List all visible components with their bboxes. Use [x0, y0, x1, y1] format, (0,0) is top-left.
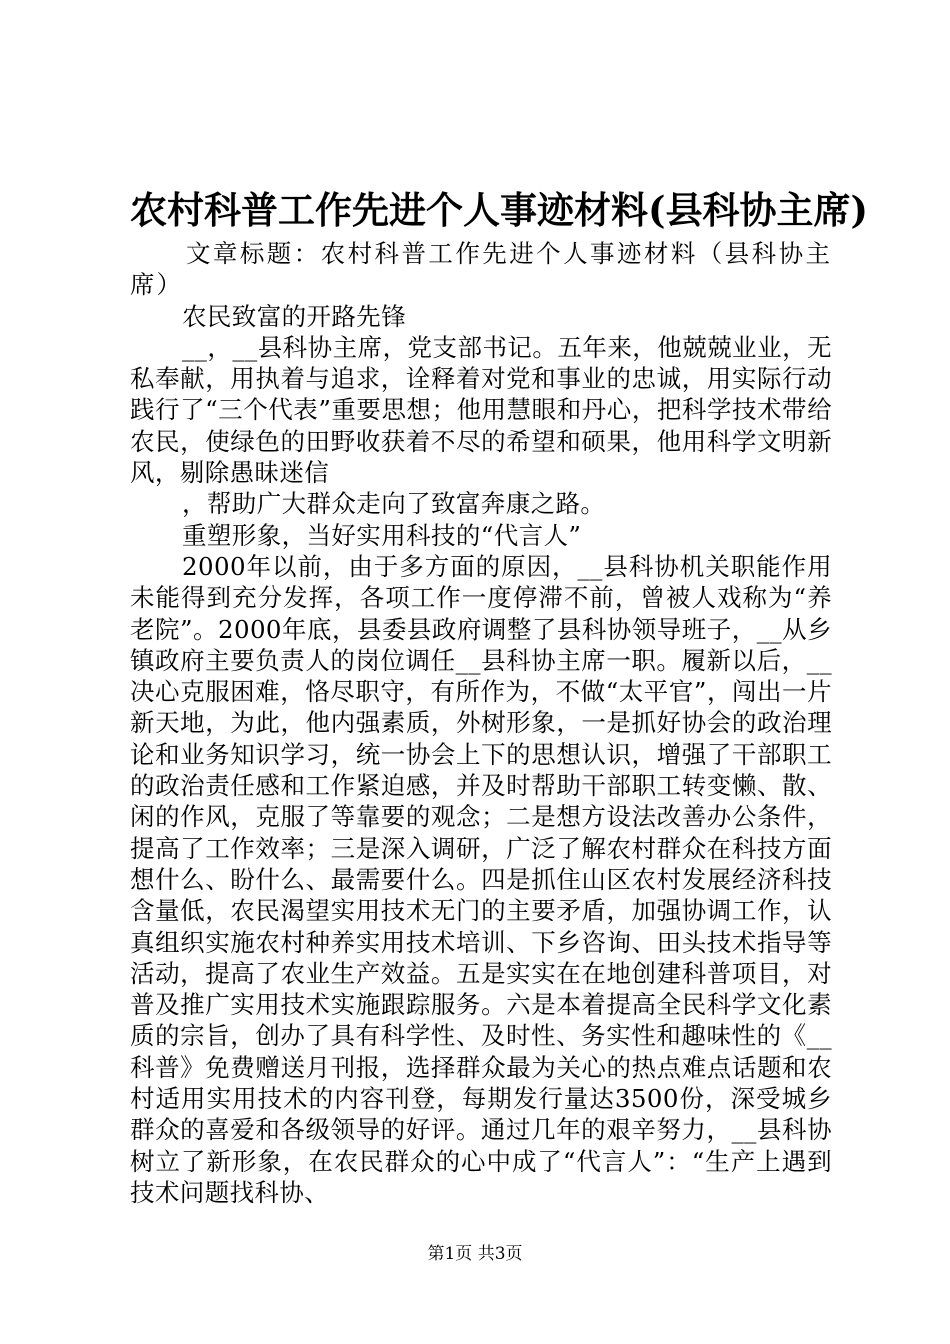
body-paragraph: __，__县科协主席，党支部书记。五年来，他兢兢业业，无私奉献，用执着与追求，诠释着对党和事业的忠诚，用实际行动践行了“三个代表”重要思想；他用慧眼和丹心，把科学技术带给农民，使绿色的田野收获着不尽的希望和硕果，他用科学文明新风，剔除愚昧迷信	[130, 332, 832, 488]
page-footer: 第1页 共3页	[427, 1244, 523, 1264]
article-title-line: 文章标题：农村科普工作先进个人事迹材料（县科协主席）	[130, 239, 832, 300]
document-body	[130, 238, 832, 1208]
section-heading: 农民致富的开路先锋	[182, 301, 407, 331]
body-paragraph: ，帮助广大群众走向了致富奔康之路。	[182, 489, 606, 519]
document-title: 农村科普工作先进个人事迹材料(县科协主席)	[130, 188, 869, 232]
section-heading: 重塑形象，当好实用科技的“代言人”	[182, 520, 582, 550]
body-paragraph: 2000年以前，由于多方面的原因，__县科协机关职能作用未能得到充分发挥，各项工作一度停滞不前，曾被人戏称为“养老院”。2000年底，县委县政府调整了县科协领导班子，__从乡镇政府主要负责人的岗位调任__县科协主席一职。履新以后，__决心克服困难，恪尽职守，有所作为，不做“太平官”，闯出一片新天地，为此，他内强素质，外树形象，一是抓好协会的政治理论和业务知识学习，统一协会上下的思想认识，增强了干部职工的政治责任感和工作紧迫感，并及时帮助干部职工转变懒、散、闲的作风，克服了等靠要的观念；二是想方设法改善办公条件，提高了工作效率；三是深入调研，广泛了解农村群众在科技方面想什么、盼什么、最需要什么。四是抓住山区农村发展经济科技含量低，农民渴望实用技术无门的主要矛盾，加强协调工作，认真组织实施农村种养实用技术培训、下乡咨询、田头技术指导等活动，提高了农业生产效益。五是实实在在地创建科普项目，对普及推广实用技术实施跟踪服务。六是本着提高全民科学文化素质的宗旨，创办了具有科学性、及时性、务实性和趣味性的《__科普》免费赠送月刊报，选择群众最为关心的热点难点话题和农村适用实用技术的内容刊登，每期发行量达3500份，深受城乡群众的喜爱和各级领导的好评。通过几年的艰辛努力，__县科协树立了新形象，在农民群众的心中成了“代言人”：“生产上遇到技术问题找科协、	[130, 551, 832, 1207]
